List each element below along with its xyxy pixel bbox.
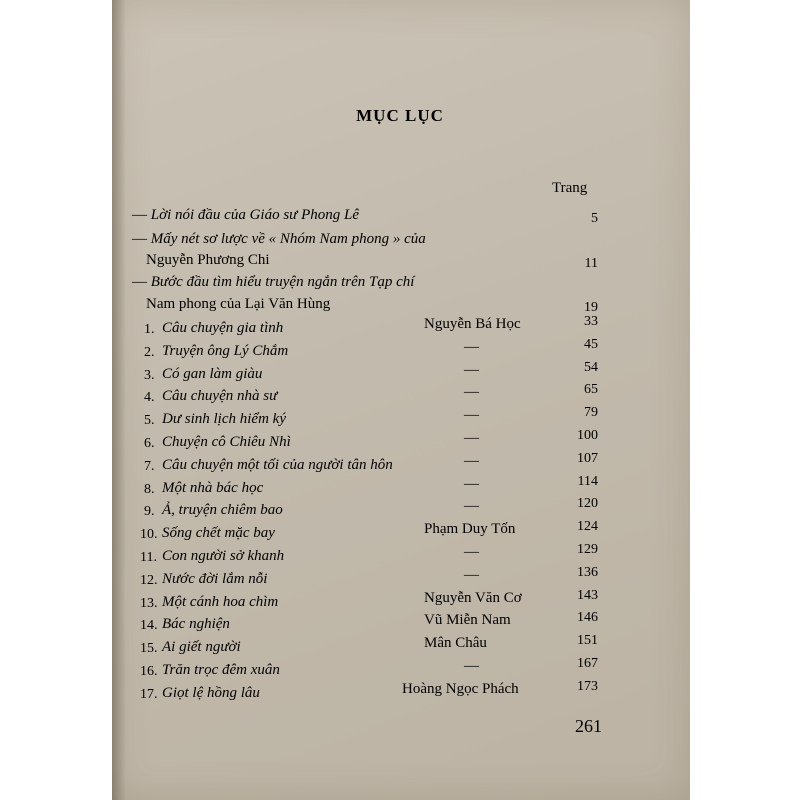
page-number: 173: [577, 678, 598, 694]
item-number: 12.: [140, 572, 158, 588]
page-number: 65: [584, 382, 598, 398]
story-author: —: [464, 430, 479, 446]
item-number: 11.: [140, 550, 157, 565]
item-number: 1.: [144, 322, 155, 337]
story-title: Câu chuyện nhà sư: [162, 388, 278, 405]
page-number: 45: [584, 336, 598, 352]
page-number: 143: [577, 587, 598, 603]
intro-text: Nam phong của Lại Văn Hùng: [146, 296, 331, 312]
story-author: Nguyễn Văn Cơ: [424, 589, 522, 606]
page-number: 167: [577, 656, 598, 671]
story-title: Một cánh hoa chìm: [162, 593, 279, 610]
item-number: 8.: [144, 481, 155, 497]
story-author: —: [464, 338, 479, 355]
item-number: 3.: [144, 367, 155, 383]
intro-entry-cont: [146, 252, 270, 269]
item-number: 13.: [140, 595, 158, 611]
item-number: 4.: [144, 390, 155, 406]
story-author: Vũ Miễn Nam: [424, 612, 511, 629]
item-number: 16.: [140, 664, 158, 679]
story-author: Mân Châu: [424, 635, 487, 652]
page-number: 114: [577, 473, 598, 489]
story-author: —: [464, 361, 479, 378]
item-number: 10.: [140, 527, 158, 543]
story-title: Có gan làm giàu: [162, 365, 263, 382]
item-number: 17.: [140, 686, 158, 702]
page-column-label: Trang: [552, 180, 588, 196]
story-author: —: [464, 407, 479, 424]
page-number: 129: [577, 542, 598, 557]
item-number: 2.: [144, 344, 155, 360]
intro-entry: — Mấy nét sơ lược về « Nhóm Nam phong » của: [132, 231, 426, 247]
intro-text: Nguyễn Phương Chi: [146, 252, 270, 268]
story-author: Nguyễn Bá Học: [424, 316, 521, 332]
story-author: —: [464, 544, 479, 560]
page-number: 100: [577, 428, 598, 443]
intro-entry-cont: [146, 296, 330, 313]
item-number: 6.: [144, 436, 155, 451]
item-number: 15.: [140, 641, 158, 657]
item-number: 5.: [144, 413, 155, 429]
page-number: 107: [577, 450, 598, 466]
intro-text: Bước đầu tìm hiểu truyện ngắn trên Tạp chí: [150, 274, 415, 290]
page-number: 19: [584, 300, 598, 315]
item-number: 7.: [144, 458, 155, 474]
page-number: 136: [577, 564, 598, 580]
story-title: Sống chết mặc bay: [162, 525, 275, 542]
story-author: Phạm Duy Tốn: [424, 521, 516, 538]
story-title: Một nhà bác học: [162, 479, 264, 496]
story-title: Trăn trọc đêm xuân: [162, 662, 280, 678]
story-author: —: [464, 498, 479, 515]
story-title: Bác nghiện: [162, 616, 230, 633]
page-number: 11: [584, 256, 598, 271]
page-number: 33: [584, 314, 598, 329]
story-title: Câu chuyện một tối của người tân hôn: [162, 456, 393, 473]
page-number: 146: [577, 610, 598, 626]
intro-entry: — Bước đầu tìm hiểu truyện ngắn trên Tạp chí: [132, 274, 415, 290]
story-author: —: [464, 384, 479, 401]
story-title: Truyện ông Lý Chắm: [162, 342, 289, 359]
story-title: Ả, truyện chiêm bao: [162, 502, 283, 519]
page-title: MỤC LỤC: [356, 106, 444, 125]
story-title: Con người sở khanh: [162, 548, 285, 564]
story-author: —: [464, 566, 479, 583]
story-title: Chuyện cô Chiêu Nhì: [162, 434, 291, 450]
story-author: Hoàng Ngọc Phách: [402, 680, 519, 697]
story-author: —: [464, 452, 479, 469]
intro-text: Lời nói đầu của Giáo sư Phong Lê: [150, 207, 360, 223]
page-number: 79: [584, 405, 598, 421]
intro-entry: — Lời nói đầu của Giáo sư Phong Lê: [132, 207, 360, 223]
page-number: 124: [577, 519, 598, 535]
page-number: 5: [591, 211, 598, 226]
story-title: Giọt lệ hồng lâu: [162, 684, 260, 701]
folio-number: 261: [575, 716, 602, 736]
intro-text: Mấy nét sơ lược về « Nhóm Nam phong » của: [150, 231, 426, 247]
story-author: —: [464, 475, 479, 492]
story-title: Nước đời lắm nỗi: [162, 570, 268, 587]
page-number: 151: [577, 633, 598, 649]
story-title: Dư sinh lịch hiểm ký: [162, 411, 286, 428]
story-title: Ai giết người: [162, 639, 241, 656]
page-number: 120: [577, 496, 598, 512]
item-number: 14.: [140, 618, 158, 634]
item-number: 9.: [144, 504, 155, 520]
story-author: —: [464, 658, 479, 674]
story-title: Câu chuyện gia tình: [162, 320, 284, 336]
page-number: 54: [584, 359, 598, 375]
